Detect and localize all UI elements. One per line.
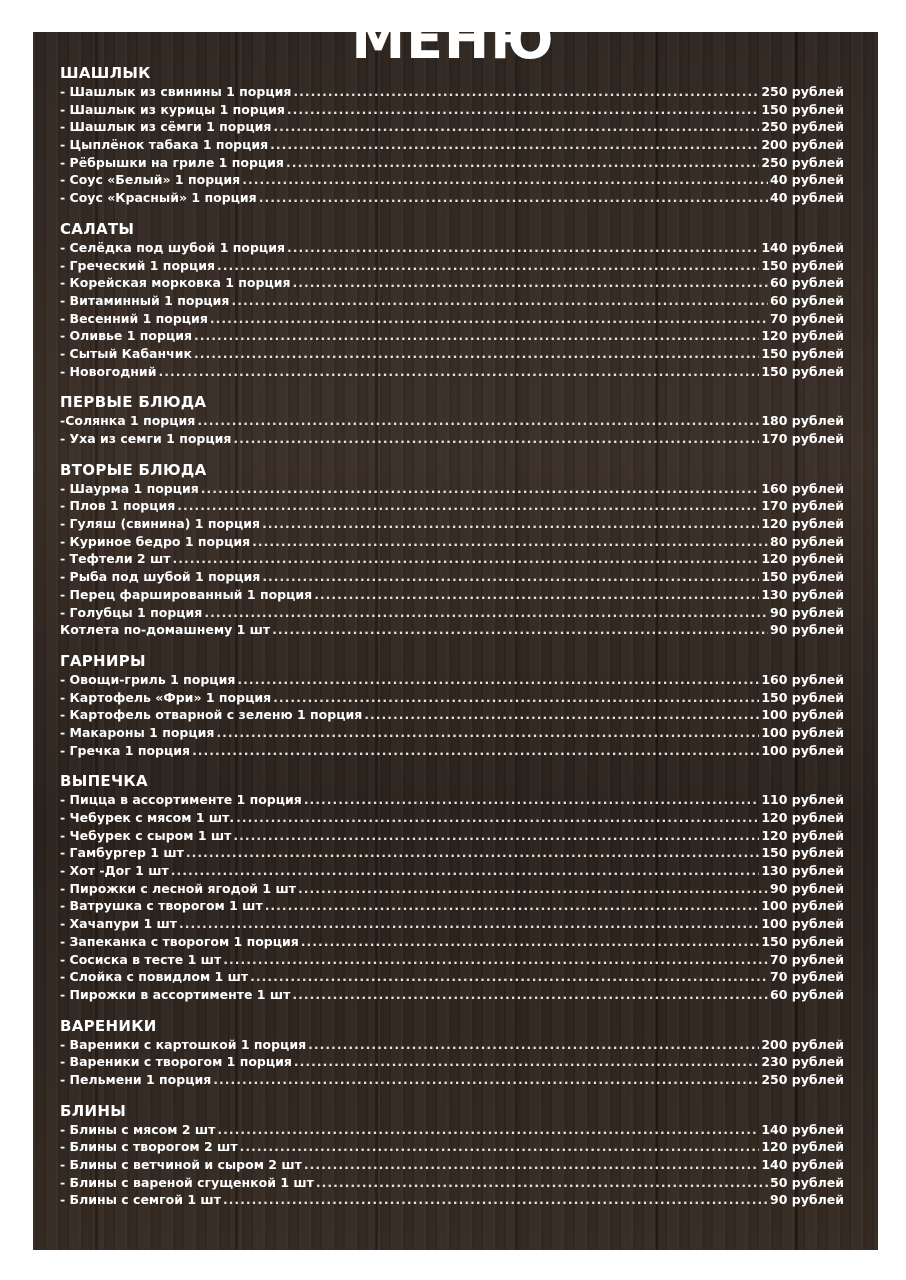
item-price: 40 рублей: [770, 190, 844, 206]
menu-item: [60, 1156, 844, 1174]
item-name: - Слойка с повидлом 1 шт: [60, 969, 249, 985]
menu-section: [60, 1102, 844, 1209]
menu-item: [60, 363, 844, 381]
menu-item: [60, 1053, 844, 1071]
item-name: - Корейская морковка 1 порция: [60, 275, 291, 291]
item-price: 150 рублей: [761, 257, 844, 273]
item-price: 200 рублей: [761, 1036, 844, 1052]
dot-leader: [316, 1174, 768, 1192]
menu-item: [60, 1174, 844, 1192]
menu-item: [60, 915, 844, 933]
menu-item: [60, 310, 844, 328]
item-name: - Витаминный 1 порция: [60, 292, 230, 308]
item-name: - Плов 1 порция: [60, 498, 176, 514]
menu-item: [60, 1121, 844, 1139]
item-name: - Перец фаршированный 1 порция: [60, 586, 313, 602]
dot-leader: [259, 189, 768, 207]
dot-leader: [186, 844, 759, 862]
dot-leader: [262, 515, 759, 533]
menu-item: [60, 742, 844, 760]
item-price: 150 рублей: [761, 569, 844, 585]
dot-leader: [273, 689, 759, 707]
menu-item: [60, 1138, 844, 1156]
item-price: 120 рублей: [761, 1139, 844, 1155]
item-name: - Новогодний: [60, 363, 157, 379]
dot-leader: [304, 791, 760, 809]
dot-leader: [273, 118, 759, 136]
item-price: 40 рублей: [770, 172, 844, 188]
menu-item: [60, 706, 844, 724]
menu-section: [60, 64, 844, 207]
dot-leader: [252, 533, 768, 551]
menu-section: [60, 652, 844, 759]
item-price: 100 рублей: [761, 707, 844, 723]
item-price: 60 рублей: [770, 292, 844, 308]
item-price: 250 рублей: [761, 119, 844, 135]
item-name: - Блины с творогом 2 шт: [60, 1139, 238, 1155]
item-name: - Греческий 1 порция: [60, 257, 216, 273]
item-price: 90 рублей: [770, 604, 844, 620]
item-name: - Селёдка под шубой 1 порция: [60, 239, 285, 255]
dot-leader: [233, 430, 759, 448]
item-price: 120 рублей: [761, 551, 844, 567]
item-name: - Пирожки в ассортименте 1 шт: [60, 986, 291, 1002]
item-price: 80 рублей: [770, 533, 844, 549]
item-price: 150 рублей: [761, 933, 844, 949]
item-price: 160 рублей: [761, 671, 844, 687]
dot-leader: [194, 345, 759, 363]
item-name: - Пельмени 1 порция: [60, 1071, 212, 1087]
item-price: 90 рублей: [770, 622, 844, 638]
dot-leader: [301, 933, 760, 951]
dot-leader: [210, 310, 768, 328]
item-name: - Гречка 1 порция: [60, 742, 191, 758]
menu-item: [60, 568, 844, 586]
dot-leader: [292, 986, 768, 1004]
menu-item: [60, 671, 844, 689]
item-name: - Картофель отварной с зеленю 1 порция: [60, 707, 363, 723]
dot-leader: [158, 363, 759, 381]
item-price: 250 рублей: [761, 1071, 844, 1087]
dot-leader: [204, 604, 768, 622]
dot-leader: [213, 1071, 759, 1089]
item-price: 120 рублей: [761, 810, 844, 825]
menu-list: [60, 64, 844, 1222]
item-name: - Сосиска в тесте 1 шт: [60, 951, 222, 967]
item-name: - Блины с мясом 2 шт: [60, 1121, 216, 1137]
menu-item: [60, 136, 844, 154]
item-name: - Шаурма 1 порция: [60, 480, 199, 496]
menu-item: [60, 986, 844, 1004]
menu-item: [60, 809, 844, 827]
dot-leader: [242, 171, 768, 189]
item-name: - Рыба под шубой 1 порция: [60, 569, 261, 585]
item-name: - Ватрушка с творогом 1 шт: [60, 898, 263, 914]
item-name: - Сытый Кабанчик: [60, 345, 192, 361]
item-name: - Гуляш (свинина) 1 порция: [60, 516, 261, 532]
item-price: 70 рублей: [770, 310, 844, 326]
menu-item: [60, 968, 844, 986]
menu-item: [60, 515, 844, 533]
dot-leader: [287, 101, 759, 119]
dot-leader: [293, 274, 769, 292]
item-name: - Блины с семгой 1 шт: [60, 1192, 221, 1208]
dot-leader: [171, 862, 760, 880]
item-name: - Шашлык из свинины 1 порция: [60, 84, 292, 99]
section-title: ГАРНИРЫ: [60, 651, 146, 670]
item-name: - Куриное бедро 1 порция: [60, 533, 251, 549]
dot-leader: [294, 1053, 759, 1071]
dot-leader: [240, 1138, 760, 1156]
item-price: 70 рублей: [770, 969, 844, 985]
item-name: - Гамбургер 1 шт: [60, 845, 184, 861]
item-price: 250 рублей: [761, 154, 844, 170]
item-name: - Блины с ветчиной и сыром 2 шт: [60, 1157, 302, 1172]
item-price: 100 рублей: [761, 742, 844, 758]
item-price: 140 рублей: [761, 1121, 844, 1137]
menu-item: [60, 724, 844, 742]
item-price: 170 рублей: [761, 498, 844, 514]
menu-item: [60, 83, 844, 101]
item-price: 200 рублей: [761, 137, 844, 153]
dot-leader: [265, 897, 760, 915]
item-price: 150 рублей: [761, 101, 844, 117]
dot-leader: [217, 1121, 759, 1139]
menu-item: [60, 880, 844, 898]
dot-leader: [308, 1036, 759, 1054]
item-name: - Чебурек с мясом 1 шт.: [60, 810, 235, 825]
item-price: 120 рублей: [761, 827, 844, 843]
menu-section: [60, 772, 844, 1003]
menu-item: [60, 239, 844, 257]
menu-item: [60, 345, 844, 363]
menu-item: [60, 430, 844, 448]
item-price: 180 рублей: [761, 413, 844, 429]
item-name: - Макароны 1 порция: [60, 724, 215, 740]
item-price: 140 рублей: [761, 239, 844, 255]
item-price: 150 рублей: [761, 845, 844, 861]
item-price: 160 рублей: [761, 480, 844, 496]
dot-leader: [364, 706, 759, 724]
item-name: - Пицца в ассортименте 1 порция: [60, 792, 302, 808]
dot-leader: [236, 809, 759, 827]
menu-section: [60, 220, 844, 381]
item-name: -Солянка 1 порция: [60, 413, 196, 429]
menu-item: [60, 1191, 844, 1209]
dot-leader: [287, 239, 759, 257]
menu-item: [60, 497, 844, 515]
section-title: ШАШЛЫК: [60, 64, 151, 82]
item-price: 130 рублей: [761, 863, 844, 879]
dot-leader: [262, 568, 759, 586]
dot-leader: [201, 480, 760, 498]
item-name: - Вареники с картошкой 1 порция: [60, 1036, 307, 1052]
menu-item: [60, 951, 844, 969]
dot-leader: [194, 327, 759, 345]
item-name: Котлета по-домашнему 1 шт: [60, 622, 271, 638]
menu-item: [60, 154, 844, 172]
dot-leader: [216, 724, 759, 742]
item-name: - Хачапури 1 шт: [60, 916, 178, 932]
menu-item: [60, 844, 844, 862]
item-price: 230 рублей: [761, 1054, 844, 1070]
section-title: ВТОРЫЕ БЛЮДА: [60, 460, 207, 479]
item-price: 60 рублей: [770, 986, 844, 1002]
menu-item: [60, 257, 844, 275]
section-title: ВАРЕНИКИ: [60, 1016, 157, 1035]
menu-section: [60, 393, 844, 447]
dot-leader: [179, 915, 759, 933]
dot-leader: [250, 968, 768, 986]
item-price: 140 рублей: [761, 1157, 844, 1172]
item-name: - Оливье 1 порция: [60, 328, 192, 344]
menu-item: [60, 897, 844, 915]
menu-item: [60, 101, 844, 119]
dot-leader: [223, 1191, 768, 1209]
item-price: 100 рублей: [761, 898, 844, 914]
menu-item: [60, 791, 844, 809]
menu-item: [60, 292, 844, 310]
item-price: 150 рублей: [761, 345, 844, 361]
item-price: 170 рублей: [761, 431, 844, 446]
item-price: 250 рублей: [761, 84, 844, 99]
menu-item: [60, 1036, 844, 1054]
item-name: - Весенний 1 порция: [60, 310, 208, 326]
section-title: ПЕРВЫЕ БЛЮДА: [60, 393, 207, 412]
item-name: - Вареники с творогом 1 порция: [60, 1054, 292, 1070]
item-name: - Голубцы 1 порция: [60, 604, 203, 620]
menu-section: [60, 461, 844, 639]
dot-leader: [197, 412, 759, 430]
item-name: - Пирожки с лесной ягодой 1 шт: [60, 880, 296, 896]
menu-item: [60, 171, 844, 189]
item-name: - Картофель «Фри» 1 порция: [60, 689, 272, 705]
menu-item: [60, 412, 844, 430]
dot-leader: [272, 621, 768, 639]
menu-item: [60, 621, 844, 639]
item-price: 60 рублей: [770, 275, 844, 291]
item-name: - Уха из семги 1 порция: [60, 431, 232, 446]
menu-title: МЕНЮ: [351, 8, 555, 71]
item-price: 100 рублей: [761, 916, 844, 932]
menu-item: [60, 933, 844, 951]
dot-leader: [217, 257, 759, 275]
dot-leader: [237, 671, 759, 689]
item-name: - Шашлык из курицы 1 порция: [60, 101, 285, 117]
item-name: - Запеканка с творогом 1 порция: [60, 933, 299, 949]
item-price: 150 рублей: [761, 363, 844, 379]
dot-leader: [223, 951, 768, 969]
item-price: 110 рублей: [761, 792, 844, 808]
dot-leader: [177, 497, 759, 515]
section-title: ВЫПЕЧКА: [60, 772, 148, 791]
menu-item: [60, 118, 844, 136]
item-name: - Овощи-гриль 1 порция: [60, 671, 236, 687]
menu-item: [60, 533, 844, 551]
dot-leader: [192, 742, 759, 760]
dot-leader: [233, 827, 759, 845]
menu-item: [60, 586, 844, 604]
item-name: - Хот -Дог 1 шт: [60, 863, 169, 879]
dot-leader: [298, 880, 768, 898]
menu-item: [60, 550, 844, 568]
menu-item: [60, 827, 844, 845]
menu-item: [60, 480, 844, 498]
item-price: 90 рублей: [770, 1192, 844, 1208]
item-price: 70 рублей: [770, 951, 844, 967]
menu-item: [60, 604, 844, 622]
item-name: - Шашлык из сёмги 1 порция: [60, 119, 272, 135]
dot-leader: [293, 83, 759, 101]
menu-item: [60, 189, 844, 207]
item-name: - Блины с вареной сгущенкой 1 шт: [60, 1174, 314, 1190]
item-price: 150 рублей: [761, 689, 844, 705]
section-title: САЛАТЫ: [60, 219, 135, 238]
dot-leader: [304, 1156, 759, 1174]
menu-item: [60, 274, 844, 292]
item-name: - Рёбрышки на гриле 1 порция: [60, 154, 284, 170]
item-price: 50 рублей: [770, 1174, 844, 1190]
dot-leader: [314, 586, 759, 604]
dot-leader: [270, 136, 759, 154]
item-price: 90 рублей: [770, 880, 844, 896]
menu-item: [60, 862, 844, 880]
item-price: 120 рублей: [761, 328, 844, 344]
dot-leader: [173, 550, 760, 568]
item-name: - Цыплёнок табака 1 порция: [60, 137, 269, 153]
menu-item: [60, 1071, 844, 1089]
dot-leader: [231, 292, 768, 310]
item-name: - Чебурек с сыром 1 шт: [60, 827, 232, 843]
dot-leader: [286, 154, 759, 172]
item-price: 100 рублей: [761, 724, 844, 740]
item-name: - Соус «Белый» 1 порция: [60, 172, 241, 188]
menu-item: [60, 327, 844, 345]
item-price: 130 рублей: [761, 586, 844, 602]
item-name: - Соус «Красный» 1 порция: [60, 190, 257, 206]
menu-section: [60, 1017, 844, 1089]
item-name: - Тефтели 2 шт: [60, 551, 171, 567]
menu-item: [60, 689, 844, 707]
item-price: 120 рублей: [761, 516, 844, 532]
section-title: БЛИНЫ: [60, 1101, 127, 1120]
